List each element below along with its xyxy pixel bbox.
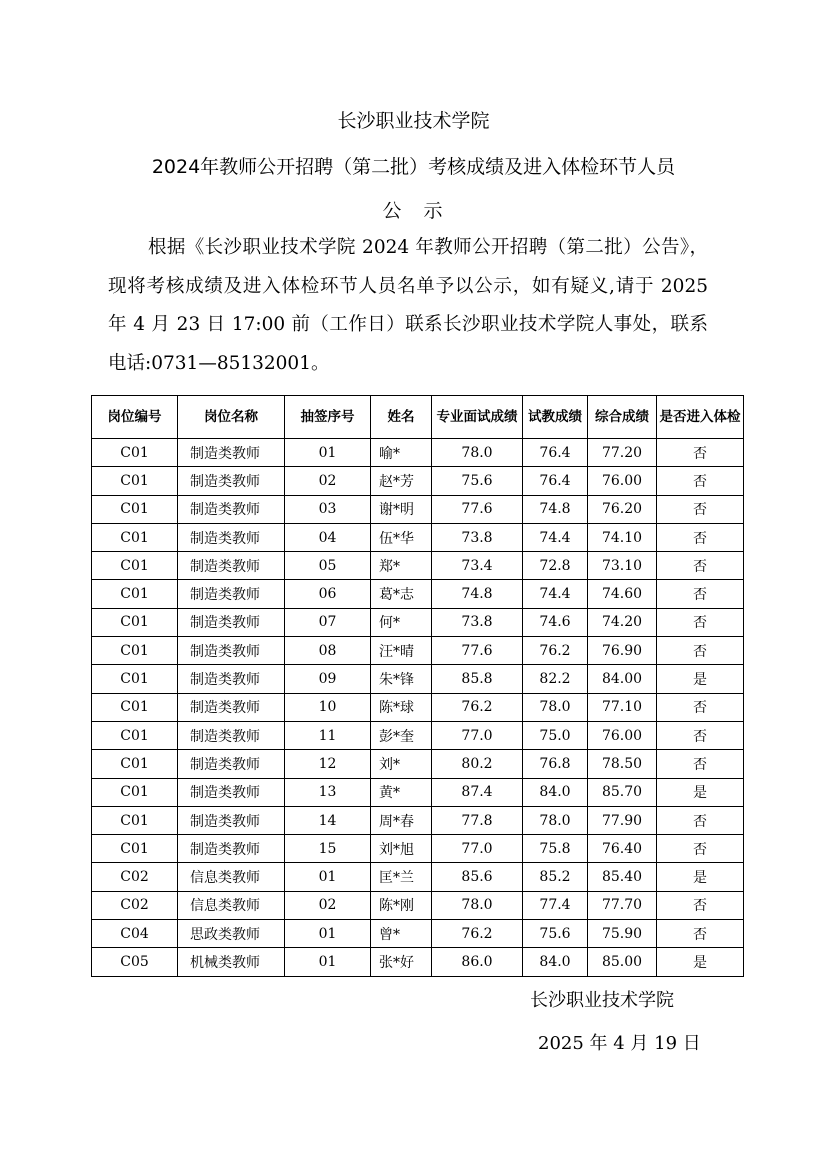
teaching-score-cell: 85.2 [523, 863, 588, 891]
table-row [92, 948, 744, 976]
teaching-score-cell: 76.2 [523, 637, 588, 665]
column-header: 是否进入体检 [657, 396, 744, 439]
teaching-score-cell: 76.4 [523, 467, 588, 495]
table-row [92, 778, 744, 806]
table-row [92, 750, 744, 778]
interview-score-cell: 77.8 [432, 806, 523, 834]
interview-score-cell: 76.2 [432, 693, 523, 721]
column-header: 岗位编号 [92, 396, 178, 439]
table-row [92, 580, 744, 608]
column-header: 岗位名称 [178, 396, 285, 439]
table-row [92, 467, 744, 495]
total-score-cell: 74.10 [588, 523, 657, 551]
candidate-name-cell: 张*好 [371, 948, 432, 976]
medical-check-cell: 是 [657, 665, 744, 693]
draw-number-cell: 11 [285, 721, 371, 749]
post-name-cell: 制造类教师 [178, 806, 285, 834]
draw-number-cell: 09 [285, 665, 371, 693]
document-type-heading: 公示 [382, 200, 465, 222]
medical-check-cell: 否 [657, 467, 744, 495]
post-name-cell: 信息类教师 [178, 891, 285, 919]
total-score-cell: 85.70 [588, 778, 657, 806]
post-name-cell: 制造类教师 [178, 721, 285, 749]
candidate-name-cell: 陈*球 [371, 693, 432, 721]
teaching-score-cell: 78.0 [523, 806, 588, 834]
post-code-cell: C01 [92, 580, 178, 608]
medical-check-cell: 否 [657, 523, 744, 551]
draw-number-cell: 01 [285, 920, 371, 948]
post-code-cell: C01 [92, 608, 178, 636]
post-name-cell: 制造类教师 [178, 523, 285, 551]
total-score-cell: 75.90 [588, 920, 657, 948]
post-name-cell: 制造类教师 [178, 552, 285, 580]
column-header: 试教成绩 [523, 396, 588, 439]
table-row [92, 721, 744, 749]
interview-score-cell: 77.6 [432, 495, 523, 523]
medical-check-cell: 是 [657, 948, 744, 976]
table-row [92, 863, 744, 891]
medical-check-cell: 否 [657, 721, 744, 749]
post-name-cell: 制造类教师 [178, 439, 285, 467]
draw-number-cell: 15 [285, 835, 371, 863]
teaching-score-cell: 78.0 [523, 693, 588, 721]
post-name-cell: 制造类教师 [178, 750, 285, 778]
candidate-name-cell: 黄* [371, 778, 432, 806]
teaching-score-cell: 84.0 [523, 778, 588, 806]
post-code-cell: C01 [92, 778, 178, 806]
draw-number-cell: 04 [285, 523, 371, 551]
interview-score-cell: 76.2 [432, 920, 523, 948]
candidate-name-cell: 周*春 [371, 806, 432, 834]
column-header: 抽签序号 [285, 396, 371, 439]
announcement-paragraph: 根据《长沙职业技术学院 2024 年教师公开招聘（第二批）公告》，现将考核成绩及进入体检环节人员名单予以公示，如有疑义,请于 2025 年 4 月 23 日 17:00 前（工作日）联系长沙职业技术学院人事处，联系电话:0731—85132001。 [108, 237, 708, 374]
teaching-score-cell: 75.8 [523, 835, 588, 863]
candidate-name-cell: 曾* [371, 920, 432, 948]
teaching-score-cell: 74.4 [523, 580, 588, 608]
table-row [92, 439, 744, 467]
table-row [92, 891, 744, 919]
teaching-score-cell: 74.8 [523, 495, 588, 523]
teaching-score-cell: 74.4 [523, 523, 588, 551]
post-code-cell: C01 [92, 523, 178, 551]
candidate-name-cell: 彭*奎 [371, 721, 432, 749]
draw-number-cell: 08 [285, 637, 371, 665]
interview-score-cell: 85.6 [432, 863, 523, 891]
post-name-cell: 信息类教师 [178, 863, 285, 891]
medical-check-cell: 否 [657, 693, 744, 721]
medical-check-cell: 否 [657, 608, 744, 636]
interview-score-cell: 77.0 [432, 835, 523, 863]
candidate-name-cell: 喻* [371, 439, 432, 467]
interview-score-cell: 74.8 [432, 580, 523, 608]
interview-score-cell: 87.4 [432, 778, 523, 806]
total-score-cell: 77.90 [588, 806, 657, 834]
teaching-score-cell: 75.6 [523, 920, 588, 948]
post-name-cell: 制造类教师 [178, 495, 285, 523]
teaching-score-cell: 77.4 [523, 891, 588, 919]
medical-check-cell: 否 [657, 637, 744, 665]
total-score-cell: 76.40 [588, 835, 657, 863]
column-header: 综合成绩 [588, 396, 657, 439]
draw-number-cell: 02 [285, 467, 371, 495]
total-score-cell: 77.10 [588, 693, 657, 721]
teaching-score-cell: 82.2 [523, 665, 588, 693]
post-code-cell: C01 [92, 721, 178, 749]
post-name-cell: 制造类教师 [178, 580, 285, 608]
total-score-cell: 77.20 [588, 439, 657, 467]
medical-check-cell: 否 [657, 835, 744, 863]
table-row [92, 495, 744, 523]
interview-score-cell: 77.6 [432, 637, 523, 665]
teaching-score-cell: 76.8 [523, 750, 588, 778]
post-name-cell: 思政类教师 [178, 920, 285, 948]
candidate-name-cell: 葛*志 [371, 580, 432, 608]
post-code-cell: C01 [92, 467, 178, 495]
medical-check-cell: 是 [657, 778, 744, 806]
total-score-cell: 76.20 [588, 495, 657, 523]
interview-score-cell: 75.6 [432, 467, 523, 495]
interview-score-cell: 73.4 [432, 552, 523, 580]
post-name-cell: 机械类教师 [178, 948, 285, 976]
draw-number-cell: 03 [285, 495, 371, 523]
post-name-cell: 制造类教师 [178, 693, 285, 721]
interview-score-cell: 73.8 [432, 523, 523, 551]
teaching-score-cell: 84.0 [523, 948, 588, 976]
signature-organization: 长沙职业技术学院 [530, 990, 674, 1011]
table-row [92, 523, 744, 551]
medical-check-cell: 否 [657, 750, 744, 778]
post-code-cell: C01 [92, 637, 178, 665]
post-code-cell: C01 [92, 439, 178, 467]
column-header: 专业面试成绩 [432, 396, 523, 439]
post-code-cell: C01 [92, 835, 178, 863]
post-code-cell: C01 [92, 806, 178, 834]
candidate-name-cell: 朱*锋 [371, 665, 432, 693]
candidate-name-cell: 伍*华 [371, 523, 432, 551]
total-score-cell: 74.60 [588, 580, 657, 608]
interview-score-cell: 73.8 [432, 608, 523, 636]
teaching-score-cell: 75.0 [523, 721, 588, 749]
draw-number-cell: 01 [285, 948, 371, 976]
table-row [92, 920, 744, 948]
candidate-name-cell: 赵*芳 [371, 467, 432, 495]
medical-check-cell: 否 [657, 920, 744, 948]
signature-date: 2025 年 4 月 19 日 [538, 1033, 701, 1054]
post-code-cell: C02 [92, 863, 178, 891]
post-code-cell: C01 [92, 693, 178, 721]
total-score-cell: 76.00 [588, 721, 657, 749]
medical-check-cell: 否 [657, 580, 744, 608]
table-row [92, 637, 744, 665]
medical-check-cell: 是 [657, 863, 744, 891]
draw-number-cell: 01 [285, 439, 371, 467]
total-score-cell: 78.50 [588, 750, 657, 778]
medical-check-cell: 否 [657, 891, 744, 919]
document-subtitle: 2024年教师公开招聘（第二批）考核成绩及进入体检环节人员 [151, 156, 676, 178]
draw-number-cell: 06 [285, 580, 371, 608]
table-row [92, 552, 744, 580]
draw-number-cell: 14 [285, 806, 371, 834]
draw-number-cell: 10 [285, 693, 371, 721]
interview-score-cell: 77.0 [432, 721, 523, 749]
medical-check-cell: 否 [657, 439, 744, 467]
medical-check-cell: 否 [657, 495, 744, 523]
candidate-name-cell: 郑* [371, 552, 432, 580]
post-code-cell: C01 [92, 552, 178, 580]
draw-number-cell: 13 [285, 778, 371, 806]
table-row [92, 806, 744, 834]
interview-score-cell: 80.2 [432, 750, 523, 778]
teaching-score-cell: 74.6 [523, 608, 588, 636]
results-table-body [92, 439, 744, 977]
candidate-name-cell: 陈*刚 [371, 891, 432, 919]
candidate-name-cell: 刘* [371, 750, 432, 778]
total-score-cell: 76.00 [588, 467, 657, 495]
total-score-cell: 77.70 [588, 891, 657, 919]
interview-score-cell: 85.8 [432, 665, 523, 693]
draw-number-cell: 01 [285, 863, 371, 891]
table-row [92, 693, 744, 721]
post-name-cell: 制造类教师 [178, 778, 285, 806]
table-row [92, 665, 744, 693]
candidate-name-cell: 何* [371, 608, 432, 636]
results-table-header [92, 396, 744, 439]
draw-number-cell: 07 [285, 608, 371, 636]
medical-check-cell: 否 [657, 552, 744, 580]
post-code-cell: C01 [92, 750, 178, 778]
post-name-cell: 制造类教师 [178, 835, 285, 863]
post-name-cell: 制造类教师 [178, 467, 285, 495]
header-row [92, 396, 744, 439]
teaching-score-cell: 72.8 [523, 552, 588, 580]
post-code-cell: C05 [92, 948, 178, 976]
interview-score-cell: 86.0 [432, 948, 523, 976]
results-table [91, 395, 744, 977]
draw-number-cell: 05 [285, 552, 371, 580]
candidate-name-cell: 谢*明 [371, 495, 432, 523]
total-score-cell: 74.20 [588, 608, 657, 636]
medical-check-cell: 否 [657, 806, 744, 834]
total-score-cell: 76.90 [588, 637, 657, 665]
interview-score-cell: 78.0 [432, 439, 523, 467]
total-score-cell: 73.10 [588, 552, 657, 580]
total-score-cell: 85.00 [588, 948, 657, 976]
candidate-name-cell: 刘*旭 [371, 835, 432, 863]
post-code-cell: C04 [92, 920, 178, 948]
post-code-cell: C01 [92, 665, 178, 693]
post-code-cell: C02 [92, 891, 178, 919]
total-score-cell: 85.40 [588, 863, 657, 891]
candidate-name-cell: 匡*兰 [371, 863, 432, 891]
table-row [92, 835, 744, 863]
table-row [92, 608, 744, 636]
post-name-cell: 制造类教师 [178, 665, 285, 693]
candidate-name-cell: 汪*晴 [371, 637, 432, 665]
document-title: 长沙职业技术学院 [337, 110, 490, 132]
interview-score-cell: 78.0 [432, 891, 523, 919]
post-code-cell: C01 [92, 495, 178, 523]
teaching-score-cell: 76.4 [523, 439, 588, 467]
column-header: 姓名 [371, 396, 432, 439]
draw-number-cell: 12 [285, 750, 371, 778]
total-score-cell: 84.00 [588, 665, 657, 693]
draw-number-cell: 02 [285, 891, 371, 919]
post-name-cell: 制造类教师 [178, 637, 285, 665]
post-name-cell: 制造类教师 [178, 608, 285, 636]
